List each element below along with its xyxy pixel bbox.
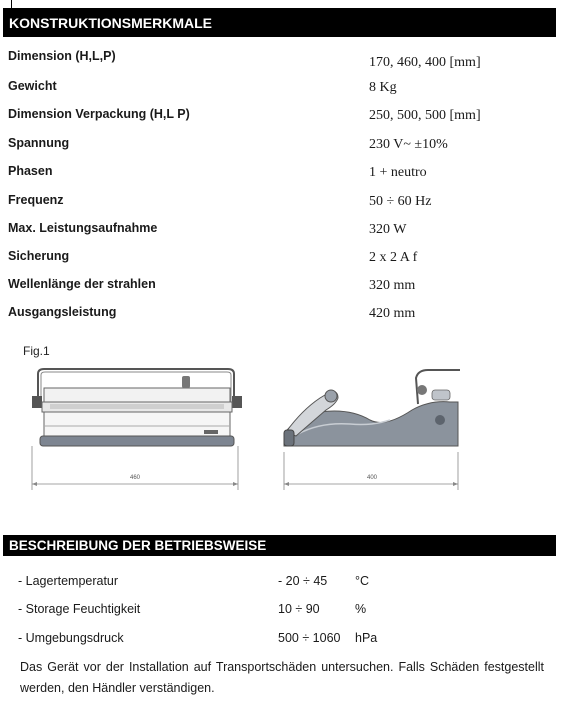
front-view-drawing bbox=[32, 369, 242, 490]
condition-unit: % bbox=[355, 602, 367, 616]
spec-label: Phasen bbox=[8, 164, 53, 178]
spec-row-power bbox=[0, 219, 561, 239]
condition-value: - 20 ÷ 45 bbox=[278, 574, 328, 588]
inspection-note: Das Gerät vor der Installation auf Transportschäden untersuchen. Falls Schäden festgestellt werden, den Händler verständigen. bbox=[20, 660, 544, 695]
spec-label: Max. Leistungsaufnahme bbox=[8, 221, 158, 235]
section-title: BESCHREIBUNG DER BETRIEBSWEISE bbox=[9, 538, 267, 553]
spec-row-dimension bbox=[0, 47, 561, 70]
spec-label: Dimension (H,L,P) bbox=[8, 49, 116, 63]
top-marker-line bbox=[11, 0, 12, 8]
side-view-drawing bbox=[284, 370, 460, 490]
spec-row-phases bbox=[0, 162, 561, 182]
spec-row-voltage bbox=[0, 134, 561, 154]
spec-value: 420 mm bbox=[369, 306, 416, 321]
spec-row-weight bbox=[0, 77, 561, 97]
spec-value: 170, 460, 400 [mm] bbox=[369, 55, 481, 70]
condition-value: 10 ÷ 90 bbox=[278, 602, 320, 616]
condition-unit: hPa bbox=[355, 631, 378, 645]
condition-label: - Lagertemperatur bbox=[18, 574, 119, 588]
condition-value: 500 ÷ 1060 bbox=[278, 631, 341, 645]
spec-label: Gewicht bbox=[8, 79, 57, 93]
condition-label: - Storage Feuchtigkeit bbox=[18, 602, 141, 616]
spec-row-wavelength bbox=[0, 275, 561, 295]
spec-row-output bbox=[0, 303, 561, 323]
spec-row-fuse bbox=[0, 247, 561, 267]
device-drawing bbox=[20, 360, 460, 500]
condition-row-storage-temperature bbox=[0, 572, 561, 592]
spec-label: Spannung bbox=[8, 136, 70, 150]
condition-row-humidity bbox=[0, 600, 561, 620]
condition-row-pressure bbox=[0, 629, 561, 649]
spec-value: 1 + neutro bbox=[369, 165, 427, 180]
spec-label: Frequenz bbox=[8, 193, 64, 207]
spec-row-packaging bbox=[0, 105, 561, 125]
spec-label: Ausgangsleistung bbox=[8, 305, 117, 319]
spec-value: 320 mm bbox=[369, 278, 416, 293]
condition-unit: °C bbox=[355, 574, 370, 588]
spec-value: 230 V~ ±10% bbox=[369, 137, 448, 152]
spec-value: 50 ÷ 60 Hz bbox=[369, 194, 432, 209]
section-title: KONSTRUKTIONSMERKMALE bbox=[9, 14, 212, 31]
front-dimension-label: 460 bbox=[129, 475, 141, 481]
spec-label: Wellenlänge der strahlen bbox=[8, 277, 156, 291]
spec-label: Dimension Verpackung (H,L P) bbox=[8, 107, 190, 121]
section-header-construction bbox=[3, 8, 556, 37]
spec-row-frequency bbox=[0, 191, 561, 211]
spec-value: 2 x 2 A f bbox=[369, 250, 418, 265]
figure-label: Fig.1 bbox=[23, 344, 50, 358]
condition-label: - Umgebungsdruck bbox=[18, 631, 124, 645]
spec-value: 320 W bbox=[369, 222, 407, 237]
spec-value: 250, 500, 500 [mm] bbox=[369, 108, 481, 123]
spec-value: 8 Kg bbox=[369, 80, 397, 95]
spec-label: Sicherung bbox=[8, 249, 70, 263]
section-header-operation bbox=[3, 535, 556, 556]
side-dimension-label: 400 bbox=[366, 475, 378, 481]
